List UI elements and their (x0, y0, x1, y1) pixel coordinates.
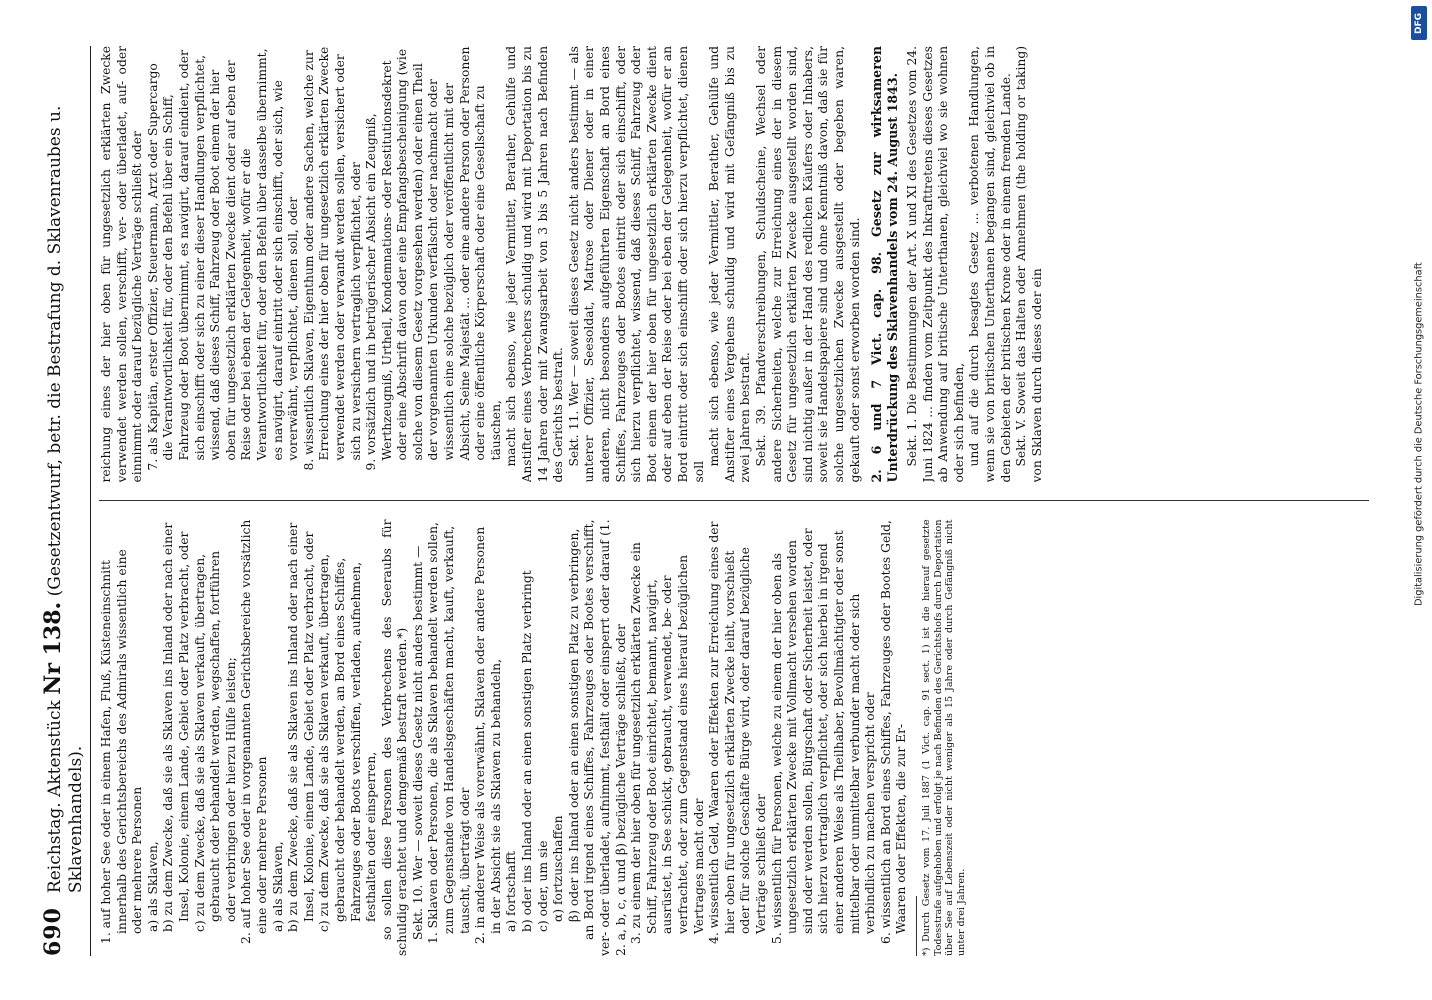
right-column-body (99, 46, 1045, 483)
paragraph: reichung eines der hier oben für ungesetzlich erklärten Zwecke verwendet werden sollen, verschifft, ver- oder überladet, auf- oder einnimmt oder darauf bezügliche Verträge schließt oder (99, 46, 145, 483)
list-item: 5. wissentlich für Personen, welche zu einem der hier oben als ungesetzlich erklärten Zwecke mit Vollmacht versehen worden sind oder werden sollen, Bürgschaft oder Sicherheit leistet, oder sich hierzu vertraglich verpflichtet, oder sich hierbei in irgend einer anderen Weise als Theilhaber, Bevollmächtigter oder sonst mittelbar oder unmittelbar verbunder macht oder sich verbindlich zu machen verspricht oder (769, 528, 878, 944)
paragraph: Sekt. 10. Wer — soweit dieses Gesetz nicht anders bestimmt — (410, 545, 425, 940)
list-item: α) fortzuschaffen (551, 815, 566, 922)
column-divider (99, 501, 1369, 502)
paragraph: so sollen diese Personen des Verbrechens des Seeraubs für schuldig erachtet und demgemäß bestraft werden.*) (379, 519, 410, 956)
left-column (99, 520, 1369, 957)
list-item: 6. wissentlich an Bord eines Schiffes, Fahrzeuges oder Bootes Geld, Waaren oder Effekten, die zur Er- (878, 520, 909, 944)
list-item: 3. zu einem der hier oben für ungesetzlich erklärten Zwecke ein Schiff, Fahrzeug oder Boot einrichtet, bemannt, navigirt, ausrüstet, in See schickt, gebraucht, verwendet, be- oder verfrachtet, oder zum Gegenstand eines hierauf bezüglichen Vertrages macht oder (629, 542, 706, 944)
list-item: 4. wissentlich Geld, Waaren oder Effekten zur Erreichung eines der hier oben für ungesetzlich erklärten Zwecke leiht, vorschießt oder für solche Geschäfte Bürge wird, oder darauf bezügliche Verträge schließt oder (707, 521, 768, 944)
list-item: c) zu dem Zwecke, daß sie als Sklaven verkauft, übertragen, gebraucht oder behandelt werden, wegschaffen, fortführen oder verbringen oder hierzu Hülfe leisten; (192, 550, 238, 932)
paragraph: macht sich ebenso, wie jeder Vermittler, Berather, Gehülfe und Anstifter eines Vergehens schuldig und wird mit Gefängniß bis zu zwei Jahren bestraft. (707, 46, 753, 483)
list-item: b) zu dem Zwecke, daß sie als Sklaven ins Inland oder nach einer Insel, Kolonie, einem Lande, Gebiet oder Platz verbracht, oder (161, 522, 191, 932)
left-column-body (99, 520, 910, 957)
right-column (99, 46, 1369, 483)
list-item: 1. Sklaven oder Personen, die als Sklaven behandelt werden sollen, zum Gegenstande von Handelsgeschäften macht, kauft, verkauft, tauscht, überträgt oder (426, 522, 472, 944)
list-item: 7. als Kapitän, erster Offizier, Steuermann, Arzt oder Supercargo die Verantwortlichkeit für, oder den Befehl über ein Schiff, Fahrzeug oder Boot übernimmt, es navigirt, darauf eindient, oder sich einschifft oder sich zu einer dieser Handlungen verpflichtet, wissend, daß dieses Schiff, Fahrzeug oder Boot einem der hier oben für ungesetzlich erklärten Zwecke dient oder auf eben der Reise oder bei eben der Gelegenheit, wofür er die Verantwortlichkeit für, oder den Befehl über dasselbe übernimmt, es navigirt, darauf eintritt oder sich einschifft, oder sich, wie vorerwähnt, verpflichtet, dienen soll, oder (145, 48, 301, 471)
paragraph: Sekt. 1. Die Bestimmungen der Art. X und XI des Gesetzes vom 24. Juni 1824 ... finden vom Zeitpunkt des Inkrafttretens dieses Gesetzes ab Anwendung auf britische Unterthanen, gleichviel wo sie wohnen oder sich befinden, (905, 46, 966, 483)
list-item: 9. vorsätzlich und in betrügerischer Absicht ein Zeugniß, Werthzeugniß, Urtheil, Kondemnations- oder Restitutionsdekret oder eine Abschrift davon oder eine Empfangsbescheinigung (wie solche von diesem Gesetz vorgesehen werden) oder einen Theil der vorgenannten Urkunden verfälscht oder nachmacht oder wissentlich eine solche bezüglich oder veröffentlicht mit der Absicht, Seine Majestät ... oder eine andere Person oder Personen oder eine öffentliche Körperschaft oder eine Gesellschaft zu täuschen, (364, 46, 503, 471)
paragraph: an Bord irgend eines Schiffes, Fahrzeuges oder Bootes verschifft, ver- oder überladet, aufnimmt, festhält oder einsperrt oder darauf (1. 2. a, b, c, α und β) bezügliche Verträge schließt, oder (582, 519, 628, 956)
header-subject: (Gesetzentwurf, betr. die Bestrafung d. Sklavenraubes u. Sklavenhandels). (45, 105, 86, 894)
paragraph: Sekt. 39. Pfandverschreibungen, Schuldscheine, Wechsel oder andere Sicherheiten, welche zur Erreichung eines der in diesem Gesetz für ungesetzlich erklärten Zwecke ausgestellt worden sind, sind nichtig außer in der Hand des redlichen Käufers oder Inhabers, soweit sie Handelspapiere sind und ohne Kenntniß davon, daß sie für solche ungesetzlichen Zwecke ausgestellt oder begeben waren, gekauft oder sonst erworben worden sind. (753, 46, 862, 483)
act-heading: 2. 6 und 7 Vict. cap. 98. Gesetz zur wirksameren Unterdrückung des Sklavenhandels vom 24. August 1843. (869, 46, 901, 483)
list-item: a) als Sklaven, (270, 841, 285, 932)
paragraph: und auf die durch besagtes Gesetz ... verbotenen Handlungen, wenn sie von britischen Unterthanen begangen sind, gleichviel ob in den Gebieten der britischen Krone oder in einem fremden Lande. (967, 46, 1013, 483)
page-number: 690 (40, 907, 66, 956)
footnote: *) Durch Gesetz vom 17. Juli 1887 (1 Vict. cap. 91 sect. 1) ist die hierauf gesetzte Todesstrafe aufgehoben und erfolgt je nach Befinden des Gerichtshofs durch Deportation über See auf Lebenszeit oder nicht weniger als 15 Jahre oder durch Gefängniß nicht unter drei Jahren. (920, 519, 968, 956)
list-item: a) fortschafft (504, 851, 519, 932)
document-number: Nr 138. (40, 601, 66, 695)
list-item: 2. in anderer Weise als vorerwähnt, Sklaven oder andere Personen in der Absicht sie als Sklaven zu behandeln, (473, 526, 503, 944)
list-item: β) oder ins Inland oder an einen sonstigen Platz zu verbringen, (566, 528, 581, 922)
dfg-logo: DFG (1411, 6, 1427, 40)
header-prefix: Reichstag. Aktenstück (45, 700, 65, 894)
paragraph: macht sich ebenso, wie jeder Vermittler, Berather, Gehülfe und Anstifter eines Verbrechers schuldig und wird mit Deportation bis zu 14 Jahren oder mit Zwangsarbeit von 3 bis 5 Jahren nach Befinden des Gerichts bestraft. (504, 46, 566, 483)
list-item: 2. auf hoher See oder in vorgenannten Gerichtsbereiche vorsätzlich eine oder mehrere Personen (239, 519, 269, 944)
paragraph: Sekt. V. Soweit das Halten oder Annehmen (the holding or taking) von Sklaven durch dieses oder ein (1014, 46, 1044, 483)
list-item: 8. wissentlich Sklaven, Eigenthum oder andere Sachen, welche zur Erreichung eines der hier oben für ungesetzlich erklärten Zwecke verwendet werden oder verwandt werden sollen, versichert oder sich zu versichern vertraglich verpflichtet, oder (301, 46, 363, 471)
list-item: a) als Sklaven, (145, 841, 160, 932)
footnote-divider (916, 896, 917, 956)
list-item: c) oder, um sie (535, 840, 550, 932)
list-item: b) oder ins Inland oder an einen sonstigen Platz verbringt (520, 570, 535, 932)
text-columns (99, 46, 1369, 956)
paragraph: Sekt. 11. Wer — soweit dieses Gesetz nicht anders bestimmt — als unterer Offizier, Seesoldat, Matrose oder Diener oder in einer anderen, nicht besonders aufgeführten Eigenschaft an Bord eines Schiffes, Fahrzeuges oder Bootes eintritt oder sich einschifft, oder sich hierzu verpflichtet, wissend, daß dieses Schiff, Fahrzeug oder Boot einem der hier oben für ungesetzlich erklärten Zwecke dient oder auf eben der Reise oder bei eben der Gelegenheit, wofür er an Bord eintritt oder sich einschifft oder sich hierzu verpflichtet, dienen soll (566, 46, 706, 483)
list-item: b) zu dem Zwecke, daß sie als Sklaven ins Inland oder nach einer Insel, Kolonie, einem Lande, Gebiet oder Platz verbracht, oder (286, 522, 316, 932)
list-item: 1. auf hoher See oder in einem Hafen, Fluß, Küsteneinschnitt innerhalb des Gerichtsbereichs des Admirals wissentlich eine oder mehrere Personen (99, 549, 145, 944)
running-header (40, 46, 91, 956)
header-title (40, 46, 86, 893)
digitization-credit: Digitalisierung gefördert durch die Deutsche Forschungsgemeinschaft (1413, 262, 1425, 606)
list-item: c) zu dem Zwecke, daß sie als Sklaven verkauft, übertragen, gebraucht oder behandelt werden, an Bord eines Schiffes, Fahrzeuges oder Boots verschiffen, verladen, aufnehmen, festhalten oder einsperren, (317, 553, 379, 932)
